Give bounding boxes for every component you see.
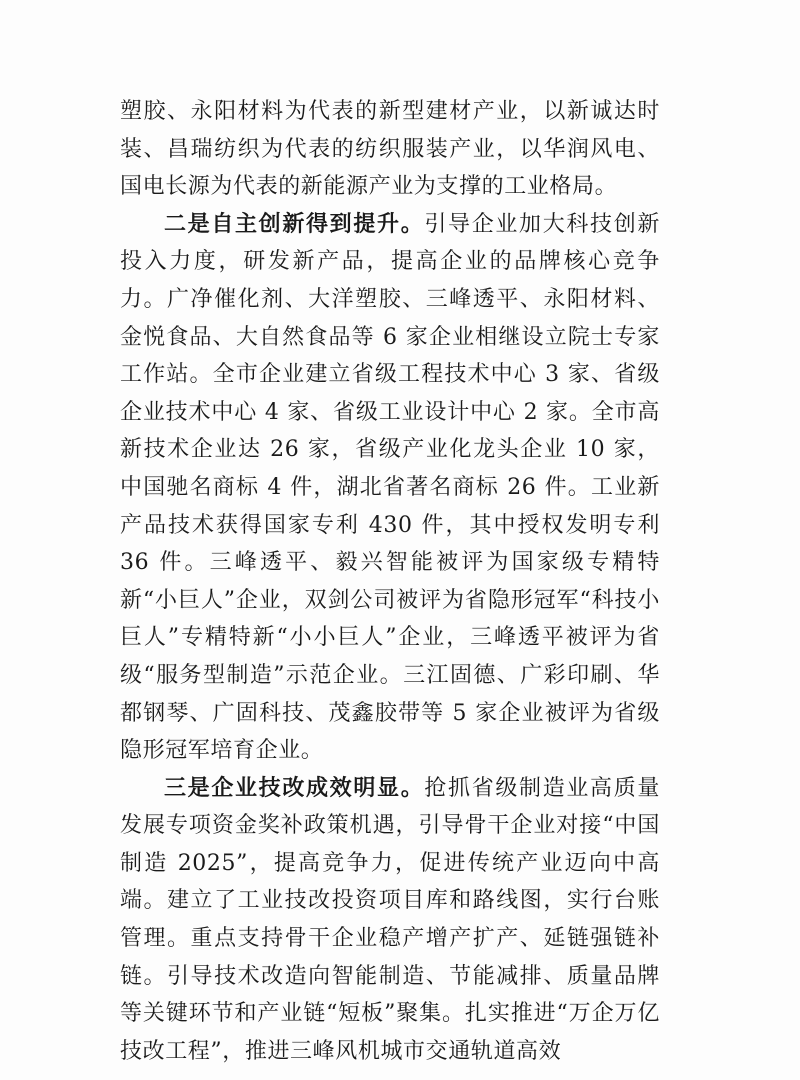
- paragraph-2-body: 引导企业加大科技创新投入力度，研发新产品，提高企业的品牌核心竞争力。广净催化剂、大洋塑胶、三峰透平、永阳材料、金悦食品、大自然食品等 6 家企业相继设立院士专家工作站。全市企业建立省级工程技术中心 3 家、省级企业技术中心 4 家、省级工业设计中心 2 家。全市高新技术企业达 26 家，省级产业化龙头企业 10 家，中国驰名商标 4 件，湖北省著名商标 26 件。工业新产品技术获得国家专利 430 件，其中授权发明专利 36 件。三峰透平、毅兴智能被评为国家级专精特新“小巨人”企业，双剑公司被评为省隐形冠军“科技小巨人”专精特新“小小巨人”企业，三峰透平被评为省级“服务型制造”示范企业。三江固德、广彩印刷、华都钢琴、广固科技、茂鑫胶带等 5 家企业被评为省级隐形冠军培育企业。: [120, 211, 660, 764]
- paragraph-3-body: 抢抓省级制造业高质量发展专项资金奖补政策机遇，引导骨干企业对接“中国制造 2025”，提高竞争力，促进传统产业迈向中高端。建立了工业技改投资项目库和路线图，实行台账管理。重点支持骨干企业稳产增产扩产、延链强链补链。引导技术改造向智能制造、节能减排、质量品牌等关键环节和产业链“短板”聚集。扎实推进“万企万亿技改工程”，推进三峰风机城市交通轨道高效: [120, 775, 660, 1064]
- paragraph-1-text: 塑胶、永阳材料为代表的新型建材产业，以新诚达时装、昌瑞纺织为代表的纺织服装产业，以华润风电、国电长源为代表的新能源产业为支撑的工业格局。: [120, 99, 660, 200]
- paragraph-tech-upgrade: [120, 770, 660, 1071]
- paragraph-2-lead: 二是自主创新得到提升。: [164, 211, 425, 237]
- body-text: [120, 93, 660, 1070]
- paragraph-continuation: [120, 93, 660, 206]
- paragraph-innovation: [120, 206, 660, 770]
- paragraph-3-lead: 三是企业技改成效明显。: [164, 775, 425, 801]
